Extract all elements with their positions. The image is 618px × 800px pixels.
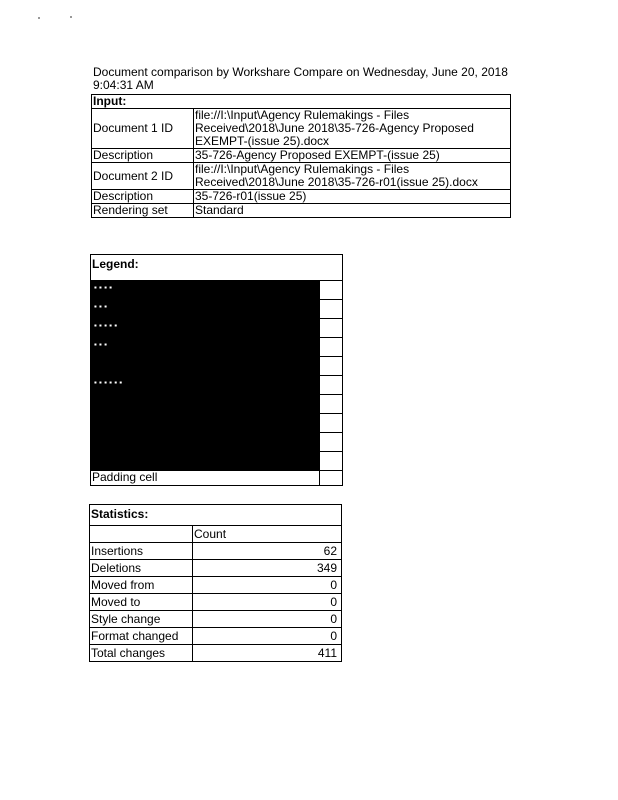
table-row [90,611,342,628]
legend-cell [320,319,343,338]
legend-table [90,254,343,486]
table-row [90,628,342,645]
table-row [90,560,342,577]
table-row [92,204,511,218]
row-label: Document 1 ID [92,109,194,149]
scan-speck [38,17,40,19]
legend-cell [320,452,343,471]
legend-heading: Legend: [91,255,343,281]
statistics-heading-row [90,505,342,526]
legend-swatch: ▪ ▪ ▪ ▪ [91,281,320,300]
legend-swatch: ▪ ▪ ▪ ▪ ▪ [91,319,320,338]
legend-cell [320,395,343,414]
legend-cell [320,433,343,452]
stat-label: Insertions [90,543,193,560]
legend-swatch [91,414,320,433]
stat-count: 62 [193,543,342,560]
row-value: file://I:\Input\Agency Rulemakings - Files Received\2018\June 2018\35-726-Agency Proposed EXEMPT-(issue 25).docx [194,109,511,149]
legend-swatch: ▪ ▪ ▪ [91,300,320,319]
input-heading: Input: [92,95,511,109]
padding-cell: Padding cell [91,471,320,486]
stat-label: Deletions [90,560,193,577]
stat-label: Total changes [90,645,193,662]
stat-count: 0 [193,577,342,594]
legend-cell [320,300,343,319]
table-row [92,163,511,190]
stat-count: 0 [193,628,342,645]
stat-label: Format changed [90,628,193,645]
legend-cell [320,357,343,376]
statistics-table [89,504,342,662]
legend-cell [320,471,343,486]
input-table [91,94,511,218]
stat-count: 411 [193,645,342,662]
count-header: Count [193,526,342,543]
table-row [92,149,511,163]
input-heading-row [92,95,511,109]
legend-swatch: ▪ ▪ ▪ [91,338,320,357]
table-row [92,190,511,204]
row-label: Description [92,149,194,163]
stat-label: Style change [90,611,193,628]
stat-label: Moved to [90,594,193,611]
row-value: Standard [194,204,511,218]
row-value: 35-726-Agency Proposed EXEMPT-(issue 25) [194,149,511,163]
stat-label: Moved from [90,577,193,594]
statistics-header-row [90,526,342,543]
table-row [92,109,511,149]
stat-count: 349 [193,560,342,577]
row-value: file://I:\Input\Agency Rulemakings - Files Received\2018\June 2018\35-726-r01(issue 25).docx [194,163,511,190]
table-row [90,594,342,611]
table-row [90,543,342,560]
scan-speck [70,16,72,18]
document-title: Document comparison by Workshare Compare on Wednesday, June 20, 2018 9:04:31 AM [93,65,508,92]
stat-count: 0 [193,611,342,628]
legend-heading-row [91,255,343,281]
statistics-header-blank [90,526,193,543]
row-value: 35-726-r01(issue 25) [194,190,511,204]
legend-swatch: ▪ ▪ ▪ ▪ ▪ ▪ [91,376,320,395]
legend-swatch [91,357,320,376]
legend-swatch [91,452,320,471]
legend-swatch [91,433,320,452]
legend-cell [320,376,343,395]
legend-cell [320,281,343,300]
legend-swatch [91,395,320,414]
table-row [90,577,342,594]
row-label: Document 2 ID [92,163,194,190]
row-label: Rendering set [92,204,194,218]
legend-cell [320,338,343,357]
table-row [90,645,342,662]
row-label: Description [92,190,194,204]
legend-cell [320,414,343,433]
statistics-heading: Statistics: [90,505,342,526]
stat-count: 0 [193,594,342,611]
